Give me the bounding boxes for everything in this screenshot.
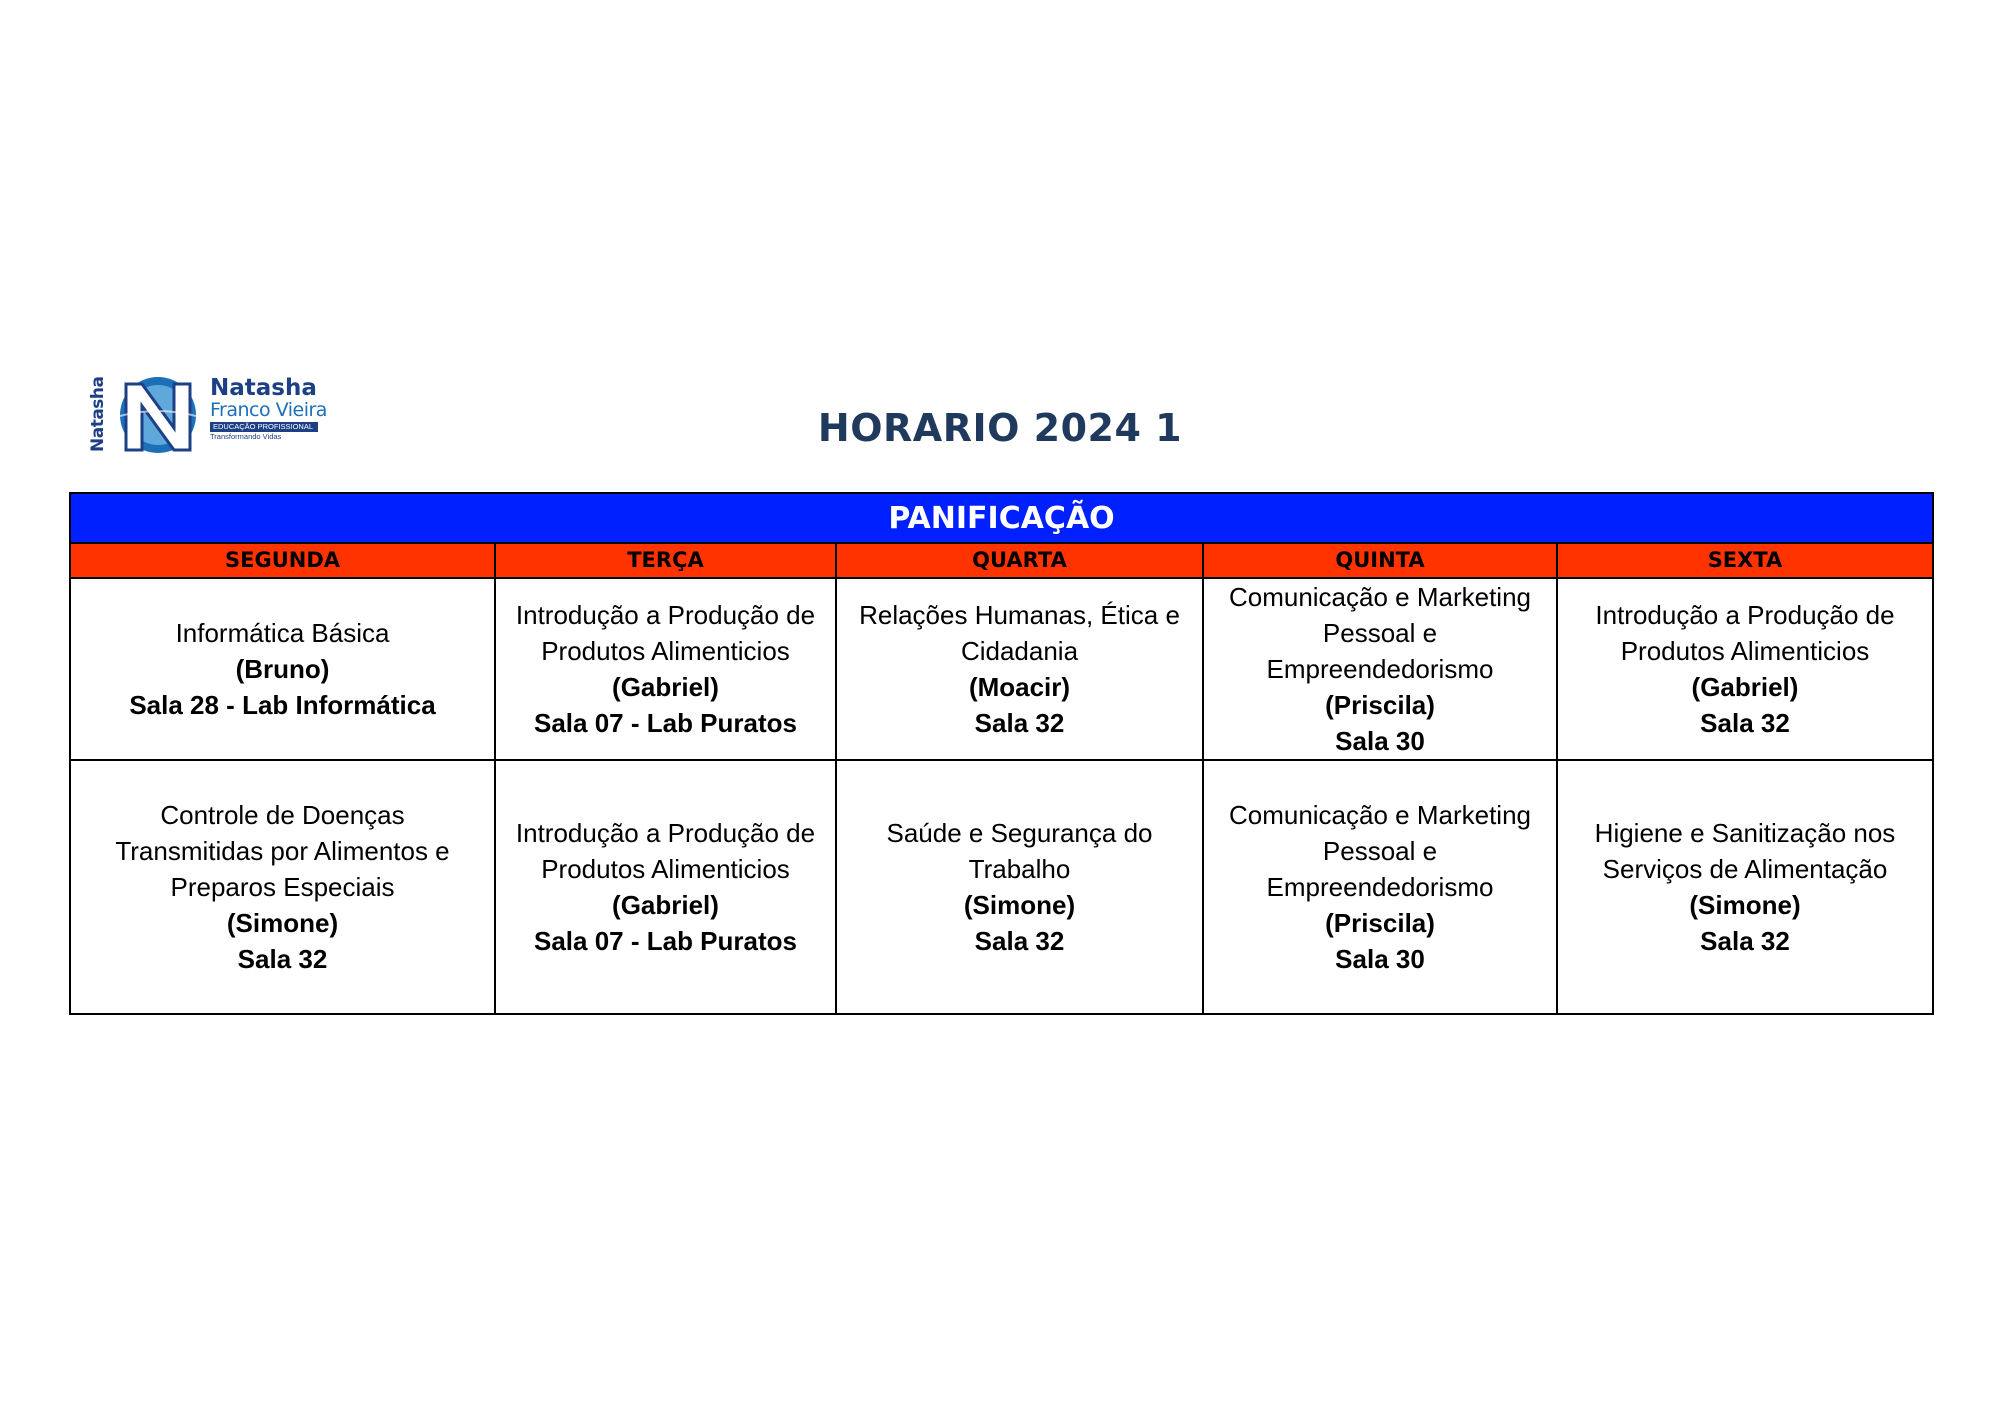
- schedule-cell: [836, 578, 1203, 760]
- schedule-row: [70, 760, 1933, 1014]
- subject-line: Introdução a Produção de: [515, 600, 816, 630]
- teacher-name: (Gabriel): [612, 890, 719, 920]
- subject-line: Cidadania: [960, 636, 1079, 666]
- room-label: Sala 07 - Lab Puratos: [534, 708, 797, 738]
- schedule-cell: [70, 760, 495, 1014]
- day-header: TERÇA: [495, 543, 836, 578]
- subject-line: Introdução a Produção de: [1595, 600, 1895, 630]
- subject-line: Informática Básica: [175, 618, 390, 648]
- subject-line: Serviços de Alimentação: [1602, 854, 1888, 884]
- subject-line: Higiene e Sanitização nos: [1594, 818, 1896, 848]
- room-label: Sala 32: [1700, 926, 1790, 956]
- subject-line: Empreendedorismo: [1266, 872, 1494, 902]
- teacher-name: (Moacir): [968, 672, 1071, 702]
- course-header-row: [70, 493, 1933, 543]
- room-label: Sala 32: [1700, 708, 1790, 738]
- subject-line: Pessoal e: [1322, 836, 1438, 866]
- teacher-name: (Gabriel): [1691, 672, 1799, 702]
- teacher-name: (Simone): [226, 908, 339, 938]
- day-header: SEGUNDA: [70, 543, 495, 578]
- room-label: Sala 32: [974, 926, 1065, 956]
- subject-line: Comunicação e Marketing: [1228, 800, 1532, 830]
- subject-line: Produtos Alimenticios: [541, 854, 790, 884]
- page-title: HORARIO 2024 1: [817, 406, 1183, 450]
- room-label: Sala 28 - Lab Informática: [129, 690, 436, 720]
- subject-line: Produtos Alimenticios: [541, 636, 790, 666]
- schedule-table: [69, 492, 1934, 1015]
- subject-line: Pessoal e: [1322, 618, 1438, 648]
- teacher-name: (Bruno): [235, 654, 330, 684]
- room-label: Sala 32: [237, 944, 328, 974]
- day-header: QUARTA: [836, 543, 1203, 578]
- logo-subname: Franco Vieira: [210, 399, 327, 421]
- day-header: SEXTA: [1557, 543, 1933, 578]
- course-title: PANIFICAÇÃO: [70, 493, 1933, 543]
- subject-line: Comunicação e Marketing: [1228, 582, 1532, 612]
- logo-name: Natasha: [210, 375, 317, 401]
- logo-band: EDUCAÇÃO PROFISSIONAL: [210, 422, 318, 432]
- subject-line: Trabalho: [968, 854, 1071, 884]
- subject-line: Empreendedorismo: [1266, 654, 1494, 684]
- day-header: QUINTA: [1203, 543, 1557, 578]
- room-label: Sala 32: [974, 708, 1065, 738]
- teacher-name: (Priscila): [1325, 690, 1435, 720]
- logo-side-text: Natasha: [88, 376, 108, 452]
- schedule-cell: [1557, 578, 1933, 760]
- schedule-row: [70, 578, 1933, 760]
- teacher-name: (Gabriel): [612, 672, 719, 702]
- schedule-cell: [836, 760, 1203, 1014]
- teacher-name: (Simone): [1689, 890, 1801, 920]
- subject-line: Transmitidas por Alimentos e: [115, 836, 450, 866]
- schedule-cell: [1203, 578, 1557, 760]
- subject-line: Introdução a Produção de: [515, 818, 816, 848]
- subject-line: Relações Humanas, Ética e: [859, 600, 1180, 630]
- teacher-name: (Priscila): [1325, 908, 1435, 938]
- subject-line: Preparos Especiais: [170, 872, 395, 902]
- schedule-cell: [1557, 760, 1933, 1014]
- room-label: Sala 30: [1335, 944, 1425, 974]
- subject-line: Controle de Doenças: [160, 800, 405, 830]
- teacher-name: (Simone): [963, 890, 1076, 920]
- days-header-row: [70, 543, 1933, 578]
- schedule-cell: [495, 760, 836, 1014]
- room-label: Sala 30: [1335, 726, 1425, 756]
- schedule-cell: [1203, 760, 1557, 1014]
- room-label: Sala 07 - Lab Puratos: [534, 926, 797, 956]
- schedule-cell: [70, 578, 495, 760]
- logo-tagline: Transformando Vidas: [210, 432, 282, 441]
- subject-line: Saúde e Segurança do: [886, 818, 1153, 848]
- subject-line: Produtos Alimenticios: [1620, 636, 1870, 666]
- schedule-cell: [495, 578, 836, 760]
